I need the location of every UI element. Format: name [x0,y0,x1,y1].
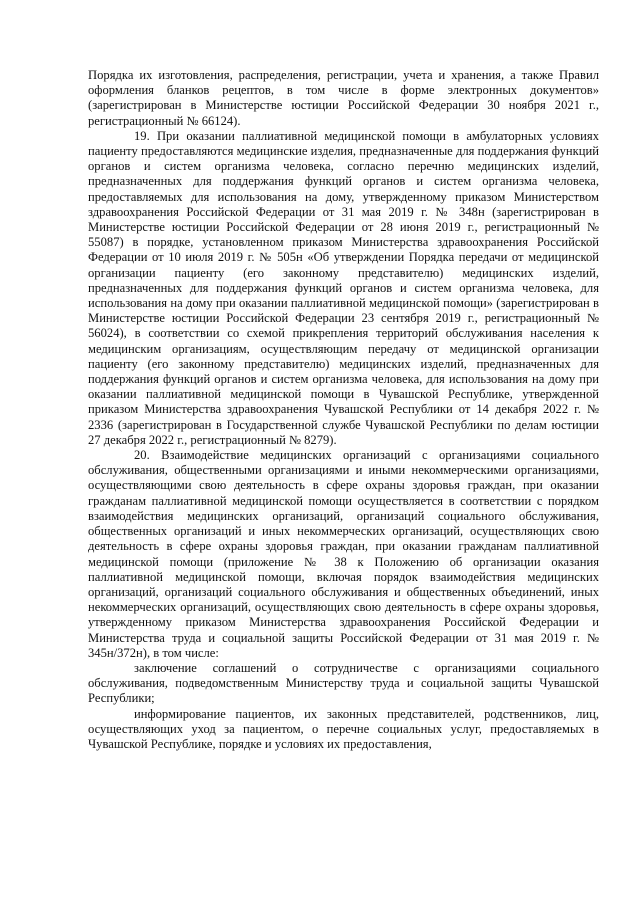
document-page [88,68,599,752]
paragraph-continuation: Порядка их изготовления, распределения, регистрации, учета и хранения, а также Правил оформления бланков рецептов, в том числе в форме электронных документов» (зарегистрирован в Министерстве юстиции Российской Федерации 30 ноября 2021 г., регистрационный № 66124). [88,68,599,128]
paragraph-item-20: 20. Взаимодействие медицинских организаций с организациями социального обслуживания, общественными организациями и иными некоммерческими организациями, осуществляющими свою деятельность в сфере охраны здоровья граждан, при оказании гражданам паллиативной медицинской помощи осуществляется в соответствии с порядком взаимодействия медицинских организаций, организаций социального обслуживания, общественных организаций и иных некоммерческих организаций, осуществляющих свою деятельность в сфере охраны здоровья граждан, при оказании гражданам паллиативной медицинской помощи (приложение № 38 к Положению об организации оказания паллиативной медицинской помощи, включая порядок взаимодействия медицинских организаций, организаций социального обслуживания и общественных объединений, иных некоммерческих организаций, осуществляющих свою деятельность в сфере охраны здоровья, утвержденному приказом Министерства здравоохранения Российской Федерации и Министерства труда и социальной защиты Российской Федерации от 31 мая 2019 г. № 345н/372н), в том числе: [88,448,599,660]
paragraph-sub-agreements: заключение соглашений о сотрудничестве с организациями социального обслуживания, подведомственным Министерству труда и социальной защиты Чувашской Республики; [88,660,599,706]
paragraph-item-19: 19. При оказании паллиативной медицинской помощи в амбулаторных условиях пациенту предоставляются медицинские изделия, предназначенные для поддержания функций органов и систем организма человека, согласно перечню медицинских изделий, предназначенных для поддержания функций органов и систем организма человека, предоставляемых для использования на дому, утвержденному приказом Министерством здравоохранения Российской Федерации от 31 мая 2019 г. № 348н (зарегистрирован в Министерстве юстиции Российской Федерации от 28 июня 2019 г., регистрационный № 55087) в порядке, установленном приказом Министерства здравоохранения Российской Федерации от 10 июля 2019 г. № 505н «Об утверждении Порядка передачи от медицинской организации пациенту (его законному представителю) медицинских изделий, предназначенных для поддержания функций органов и систем организма человека, для использования на дому при оказании паллиативной медицинской помощи» (зарегистрирован в Министерстве юстиции Российской Федерации 23 сентября 2019 г., регистрационный № 56024), в соответствии со схемой прикрепления территорий обслуживания населения к медицинским организациям, осуществляющим передачу от медицинской организации пациенту (его законному представителю) медицинских изделий, предназначенных для поддержания функций органов и систем организма человека, для использования на дому при оказании паллиативной медицинской помощи в Чувашской Республике, утвержденной приказом Министерства здравоохранения Чувашской Республики от 14 декабря 2022 г. № 2336 (зарегистрирован в Государственной службе Чувашской Республики по делам юстиции 27 декабря 2022 г., регистрационный № 8279). [88,128,599,447]
paragraph-sub-informing: информирование пациентов, их законных представителей, родственников, лиц, осуществляющих уход за пациентом, о перечне социальных услуг, предоставляемых в Чувашской Республике, порядке и условиях их предоставления, [88,706,599,751]
